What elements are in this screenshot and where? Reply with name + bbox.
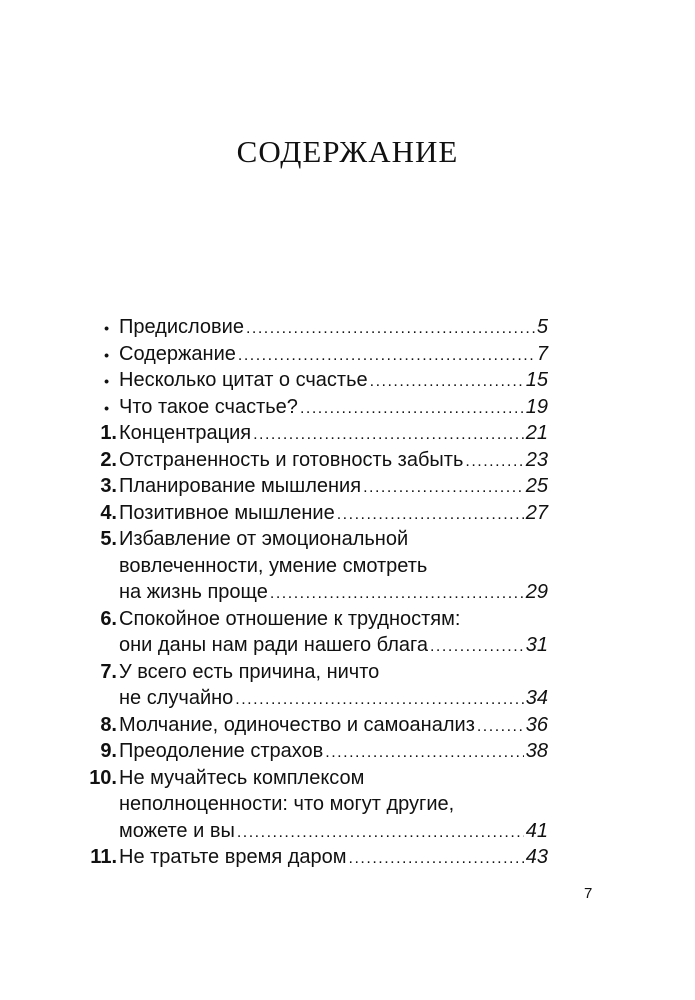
chapter-number: 3. xyxy=(100,475,117,497)
toc-entry xyxy=(78,606,548,659)
bullet-marker: • xyxy=(104,320,109,336)
toc-line xyxy=(78,314,548,341)
chapter-number: 8. xyxy=(100,713,117,736)
toc-entry-title: Преодоление страхов xyxy=(119,740,324,762)
toc-entry-title: они даны нам ради нашего блага xyxy=(119,634,428,656)
toc-page-number: 38 xyxy=(525,740,548,762)
page-number: 7 xyxy=(584,885,593,902)
toc-entry-title: Позитивное мышление xyxy=(119,501,335,524)
toc-entry-title: Не мучайтесь комплексом xyxy=(119,766,365,789)
chapter-number: 6. xyxy=(100,607,117,630)
toc-line xyxy=(78,341,548,368)
toc-page-number: 34 xyxy=(525,687,548,709)
toc-entry-title: Избавление от эмоциональной xyxy=(119,528,409,550)
toc-line xyxy=(78,579,548,606)
toc-page-number: 19 xyxy=(525,395,548,418)
toc-entry-title: Предисловие xyxy=(119,316,244,338)
toc-line xyxy=(78,526,548,553)
bullet-marker: • xyxy=(104,346,109,363)
toc-line xyxy=(78,844,548,871)
toc-line xyxy=(78,500,548,527)
toc-entry xyxy=(78,447,548,474)
chapter-number: 7. xyxy=(100,660,117,683)
dot-leader xyxy=(235,687,523,714)
toc-page-number: 7 xyxy=(536,342,548,365)
page-title: СОДЕРЖАНИЕ xyxy=(236,134,459,169)
toc-line xyxy=(78,606,548,633)
toc-entry xyxy=(78,500,548,527)
toc-line xyxy=(78,367,548,394)
toc-entry xyxy=(78,844,548,871)
toc-page-number: 29 xyxy=(525,581,548,603)
toc-entry-title: Что такое счастье? xyxy=(119,395,298,418)
bullet-marker: • xyxy=(104,373,109,389)
chapter-number: 1. xyxy=(100,422,117,444)
toc-entry xyxy=(78,341,548,368)
toc-page-number: 5 xyxy=(536,316,548,338)
dot-leader xyxy=(465,449,523,476)
toc-entry xyxy=(78,314,548,341)
dot-leader xyxy=(430,634,524,661)
dot-leader xyxy=(238,343,535,370)
toc-entry-title: не случайно xyxy=(119,687,234,709)
toc-entry-title: на жизнь проще xyxy=(119,581,268,603)
toc-entry-title: Концентрация xyxy=(119,422,252,444)
toc-entry-title: Несколько цитат о счастье xyxy=(119,369,368,391)
toc-line xyxy=(78,712,548,739)
chapter-number: 4. xyxy=(100,501,117,524)
toc-entry xyxy=(78,659,548,712)
chapter-number: 5. xyxy=(100,528,117,550)
toc-page-number: 43 xyxy=(525,846,548,868)
toc-line xyxy=(78,447,548,474)
dot-leader xyxy=(349,846,524,873)
toc-entry xyxy=(78,765,548,845)
toc-line xyxy=(78,632,548,659)
toc-page-number: 21 xyxy=(525,422,548,444)
toc-line xyxy=(78,659,548,686)
dot-leader xyxy=(253,422,524,449)
dot-leader xyxy=(370,369,524,396)
dot-leader xyxy=(237,820,524,847)
toc-entry-title: Содержание xyxy=(119,342,236,365)
chapter-number: 2. xyxy=(100,448,117,471)
toc-entry-title: вовлеченности, умение смотреть xyxy=(119,554,428,577)
toc-entry-title: Отстраненность и готовность забыть xyxy=(119,448,464,471)
dot-leader xyxy=(477,714,524,741)
toc-entry xyxy=(78,473,548,500)
toc-page-number: 31 xyxy=(525,634,548,656)
toc-line xyxy=(78,738,548,765)
dot-leader xyxy=(337,502,524,529)
chapter-number: 11. xyxy=(90,846,117,868)
toc-page-number: 41 xyxy=(525,819,548,842)
dot-leader xyxy=(300,396,524,423)
chapter-number: 10. xyxy=(89,766,117,789)
chapter-number: 9. xyxy=(100,740,117,762)
toc-entry xyxy=(78,367,548,394)
toc-entry xyxy=(78,738,548,765)
toc-page-number: 23 xyxy=(525,448,548,471)
dot-leader xyxy=(325,740,523,767)
toc-line xyxy=(78,765,548,792)
toc-page-number: 25 xyxy=(525,475,548,497)
dot-leader xyxy=(270,581,524,608)
toc-line xyxy=(78,420,548,447)
toc-entry xyxy=(78,526,548,606)
toc-entry-title: неполноценности: что могут другие, xyxy=(119,793,455,815)
toc-entry-title: Планирование мышления xyxy=(119,475,362,497)
toc-entry-title: Молчание, одиночество и самоанализ xyxy=(119,713,475,736)
toc-page-number: 15 xyxy=(525,369,548,391)
toc-entry xyxy=(78,394,548,421)
toc-line xyxy=(78,685,548,712)
dot-leader xyxy=(246,316,535,343)
toc-line xyxy=(78,553,548,580)
toc-page-number: 36 xyxy=(525,713,548,736)
bullet-marker: • xyxy=(104,399,109,416)
toc-entry xyxy=(78,420,548,447)
toc-entry xyxy=(78,712,548,739)
toc-line xyxy=(78,791,548,818)
toc-line xyxy=(78,818,548,845)
toc-entry-title: можете и вы xyxy=(119,819,235,842)
toc-line xyxy=(78,394,548,421)
toc-entry-title: Спокойное отношение к трудностям: xyxy=(119,607,461,630)
table-of-contents xyxy=(78,314,548,871)
toc-entry-title: Не тратьте время даром xyxy=(119,846,347,868)
toc-page-number: 27 xyxy=(525,501,548,524)
toc-entry-title: У всего есть причина, ничто xyxy=(119,660,380,683)
toc-line xyxy=(78,473,548,500)
dot-leader xyxy=(363,475,524,502)
